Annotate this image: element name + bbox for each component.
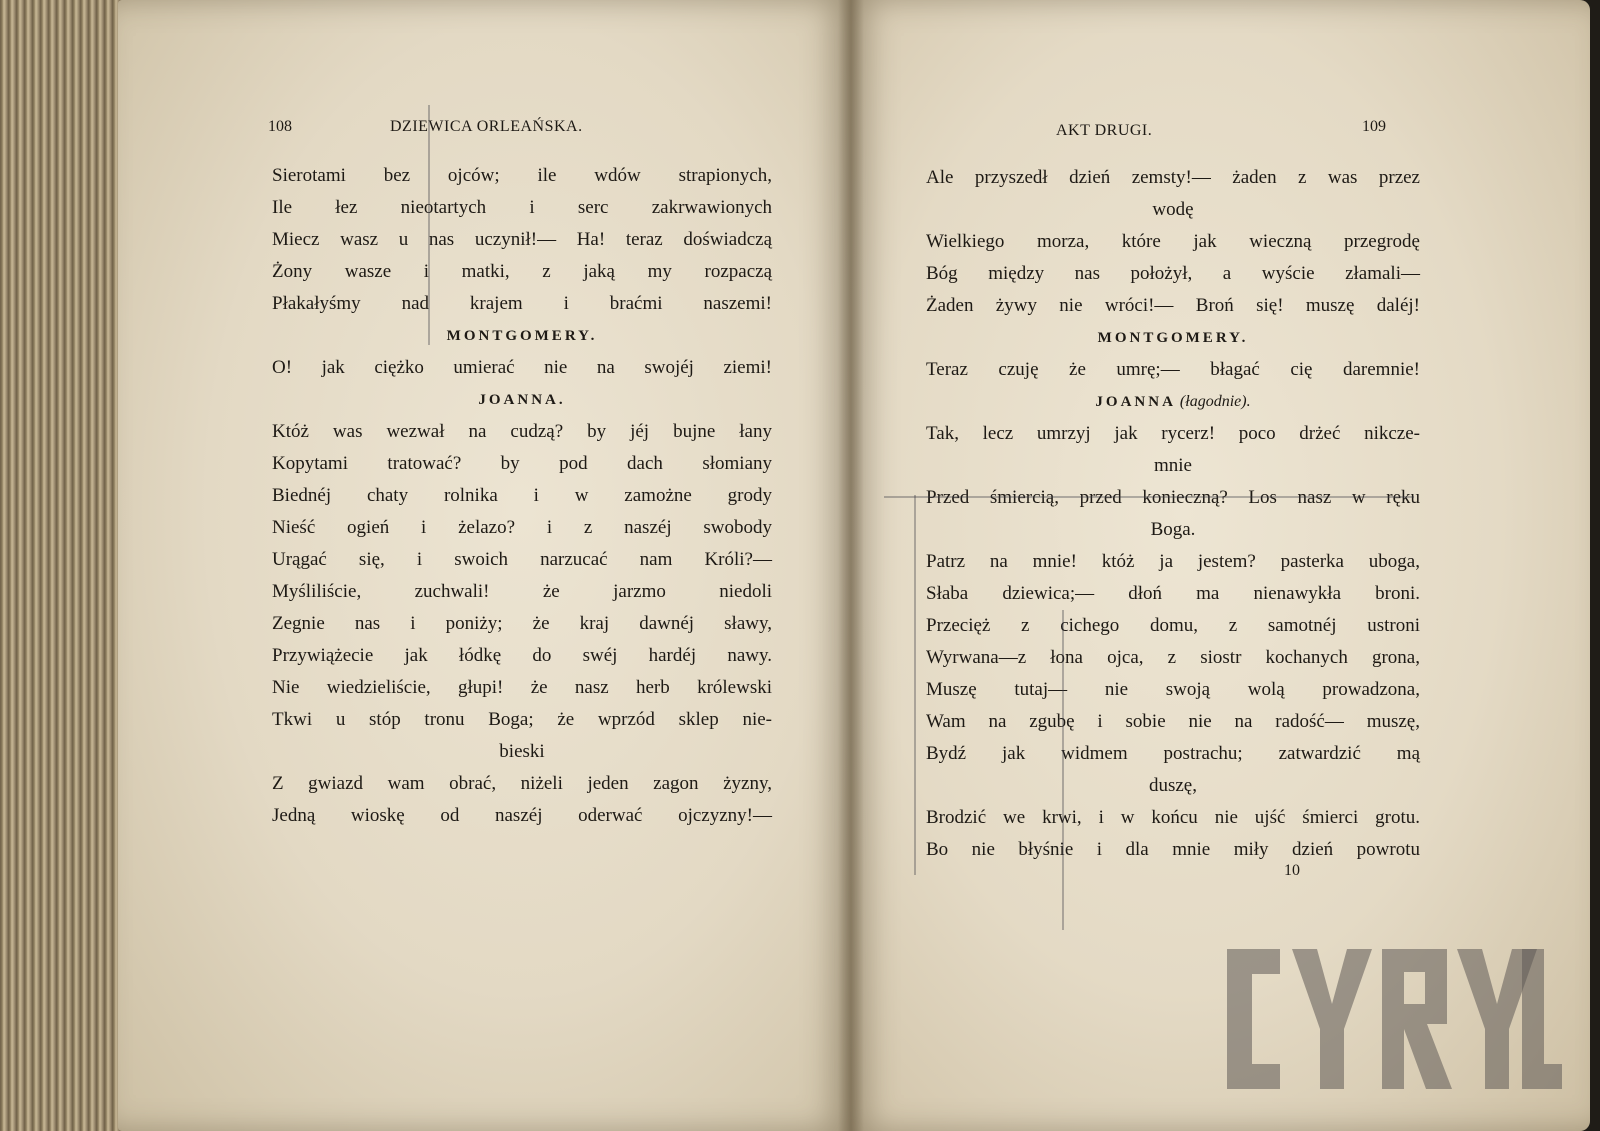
verse-line: Myśliliście, zuchwali! że jarzmo niedoli	[272, 581, 772, 602]
verse-line: Nie wiedzieliście, głupi! że nasz herb królewski	[272, 677, 772, 698]
speaker-name: JOANNA	[1095, 394, 1176, 410]
verse-line: Bydź jak widmem postrachu; zatwardzić mą	[926, 743, 1420, 764]
verse-continuation: duszę,	[1148, 775, 1197, 796]
verse-continuation: mnie	[1154, 455, 1192, 476]
speaker-line	[926, 386, 1420, 418]
cyryl-watermark-logo	[1222, 944, 1562, 1094]
verse-line: Żony wasze i matki, z jaką my rozpaczą	[272, 261, 772, 282]
verse-line: Biednéj chaty rolnika i w zamożne grody	[272, 485, 772, 506]
verse-line: Patrz na mnie! któż ja jestem? pasterka uboga,	[926, 551, 1420, 572]
verse-line: O! jak ciężko umierać nie na swojéj ziemi!	[272, 357, 772, 378]
pencil-mark	[428, 105, 430, 345]
verse-line: Nieść ogień i żelazo? i z naszéj swobody	[272, 517, 772, 538]
right-running-head: AKT DRUGI.	[1056, 122, 1153, 139]
verse-line: Wyrwana—z łona ojca, z siostr kochanych grona,	[926, 647, 1420, 668]
right-page-number: 109	[1362, 118, 1386, 135]
speaker-name: MONTGOMERY.	[1097, 330, 1249, 346]
signature-mark: 10	[1284, 862, 1300, 879]
verse-line: Ile łez nieotartych i serc zakrwawionych	[272, 197, 772, 218]
verse-line: Wam na zgubę i sobie nie na radość— muszę,	[926, 711, 1420, 732]
verse-line: Płakałyśmy nad krajem i braćmi naszemi!	[272, 293, 772, 314]
verse-line: Ale przyszedł dzień zemsty!— żaden z was przez	[926, 167, 1420, 188]
right-page-text	[926, 162, 1420, 866]
pencil-mark	[1062, 610, 1064, 930]
speaker-name: MONTGOMERY.	[446, 328, 598, 344]
verse-line: Któż was wezwał na cudzą? by jéj bujne łany	[272, 421, 772, 442]
verse-line: Urągać się, i swoich narzucać nam Króli?—	[272, 549, 772, 570]
verse-continuation: Boga.	[1150, 519, 1196, 540]
verse-line: Tak, lecz umrzyj jak rycerz! poco drżeć nikcze-	[926, 423, 1420, 444]
verse-line: Muszę tutaj— nie swoją wolą prowadzona,	[926, 679, 1420, 700]
book-gutter	[838, 0, 864, 1131]
verse-line: Sierotami bez ojców; ile wdów strapionych,	[272, 165, 772, 186]
page-edges	[0, 0, 130, 1131]
verse-line: Bo nie błyśnie i dla mnie miły dzień powrotu	[926, 839, 1420, 860]
verse-line: Zegnie nas i poniży; że kraj dawnéj sławy,	[272, 613, 772, 634]
verse-line: Przywiążecie jak łódkę do swéj hardéj nawy.	[272, 645, 772, 666]
speaker-name: JOANNA.	[478, 392, 566, 408]
pencil-mark	[914, 495, 916, 875]
pencil-mark	[884, 496, 1414, 498]
verse-line: Teraz czuję że umrę;— błagać cię daremnie!	[926, 359, 1420, 380]
verse-line: Kopytami tratować? by pod dach słomiany	[272, 453, 772, 474]
verse-line: Miecz wasz u nas uczynił!— Ha! teraz doświadczą	[272, 229, 772, 250]
verse-line: Tkwi u stóp tronu Boga; że wprzód sklep nie-	[272, 709, 772, 730]
verse-line: Z gwiazd wam obrać, niżeli jeden zagon żyzny,	[272, 773, 772, 794]
left-page-number: 108	[268, 118, 292, 135]
verse-line: Jedną wioskę od naszéj oderwać ojczyzny!—	[272, 805, 772, 826]
verse-line: Bóg między nas położył, a wyście złamali—	[926, 263, 1420, 284]
verse-line: Żaden żywy nie wróci!— Broń się! muszę daléj!	[926, 295, 1420, 316]
verse-line: Wielkiego morza, które jak wieczną przegrodę	[926, 231, 1420, 252]
left-page-text	[272, 160, 772, 832]
verse-continuation: wodę	[1152, 199, 1194, 220]
verse-line: Przecięż z cichego domu, z samotnéj ustroni	[926, 615, 1420, 636]
verse-continuation: bieski	[499, 741, 545, 762]
verse-line: Przed śmiercią, przed konieczną? Los nasz w ręku	[926, 487, 1420, 508]
verse-line: Brodzić we krwi, i w końcu nie ujść śmierci grotu.	[926, 807, 1420, 828]
left-running-head: DZIEWICA ORLEAŃSKA.	[390, 118, 583, 135]
stage-direction: (łagodnie).	[1175, 393, 1251, 410]
verse-line: Słaba dziewica;— dłoń ma nienawykła broni.	[926, 583, 1420, 604]
